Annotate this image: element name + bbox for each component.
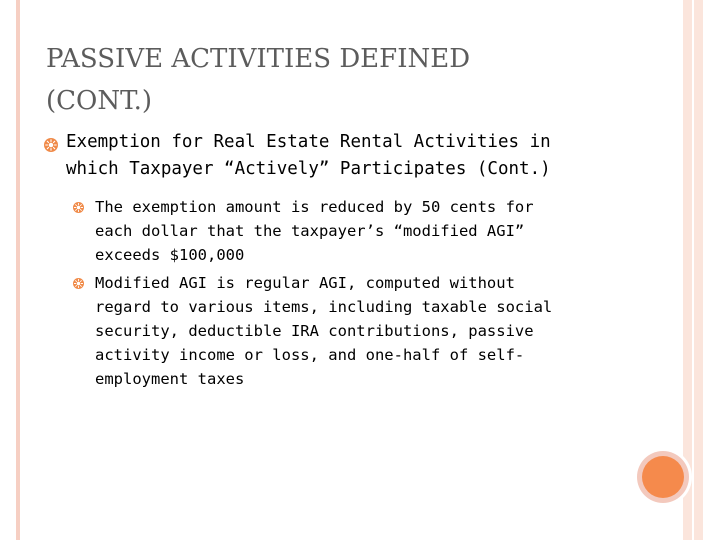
- slide-title-line-2: (CONT.): [46, 86, 153, 116]
- slide-title-line-1: PASSIVE ACTIVITIES DEFINED: [46, 44, 471, 74]
- slide-title: [46, 38, 646, 122]
- decorative-circle-fill: [642, 456, 684, 498]
- sub-bullet-1-line-1: The exemption amount is reduced by 50 cents for: [95, 198, 534, 216]
- sub-bullet-1-line-3: exceeds $100,000: [95, 246, 245, 264]
- sub-bullet-text: [95, 271, 615, 391]
- main-bullet-line-1: Exemption for Real Estate Rental Activities in: [66, 132, 551, 152]
- sub-bullet-2-line-2: regard to various items, including taxable social: [95, 298, 553, 316]
- sub-bullet-text: [95, 195, 615, 267]
- sub-bullet-2-line-4: activity income or loss, and one-half of self-: [95, 346, 525, 364]
- left-frame-border: [16, 0, 20, 540]
- sun-bullet-icon: [73, 202, 84, 213]
- sun-bullet-icon: [73, 278, 84, 289]
- main-bullet-line-2: which Taxpayer “Actively” Participates (Cont.): [66, 159, 551, 179]
- sun-bullet-icon: [44, 138, 58, 152]
- sub-bullet-2-line-3: security, deductible IRA contributions, passive: [95, 322, 534, 340]
- sub-bullet-1-line-2: each dollar that the taxpayer’s “modified AGI”: [95, 222, 525, 240]
- main-bullet-text: [66, 129, 636, 183]
- sub-bullet-2-line-1: Modified AGI is regular AGI, computed without: [95, 274, 515, 292]
- right-frame-line: [692, 0, 694, 540]
- sub-bullet-2-line-5: employment taxes: [95, 370, 245, 388]
